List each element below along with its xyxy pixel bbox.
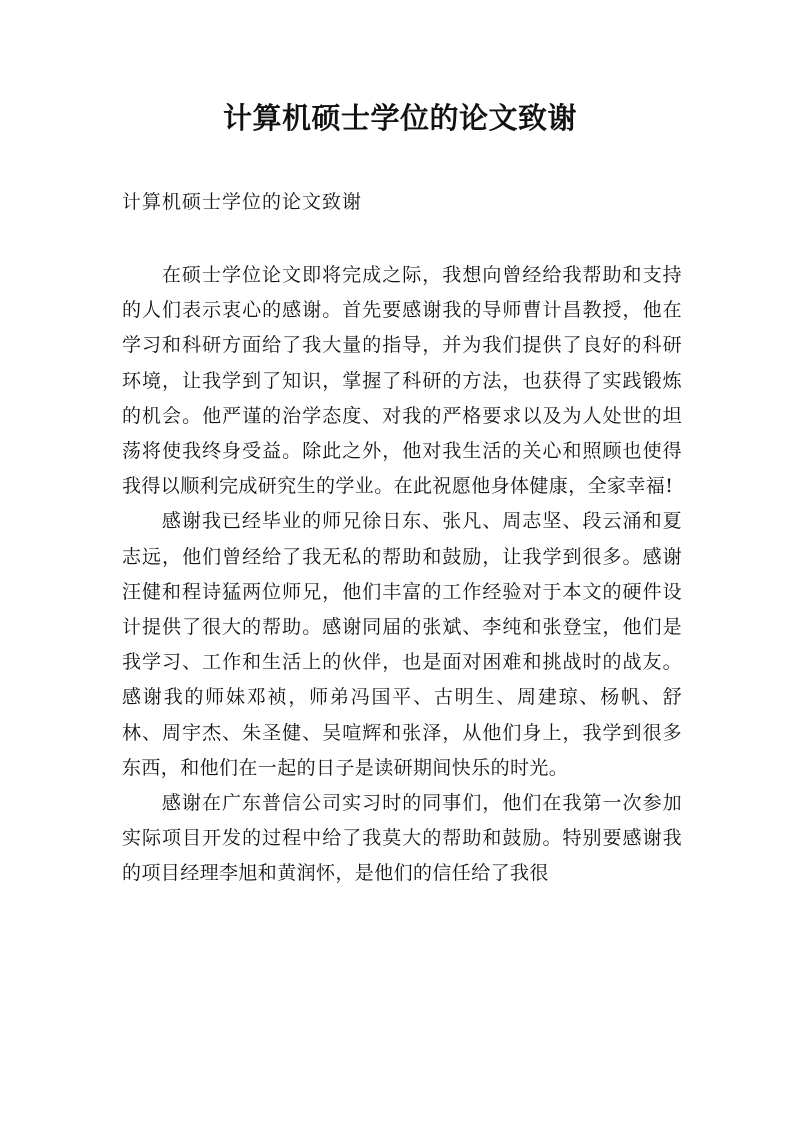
paragraph-internship-thanks: 感谢在广东普信公司实习时的同事们，他们在我第一次参加实际项目开发的过程中给了我莫大的帮助和鼓励。特别要感谢我的项目经理李旭和黄润怀，是他们的信任给了我很 [122,792,682,885]
document-subtitle: 计算机硕士学位的论文致谢 [122,191,363,213]
document-title: 计算机硕士学位的论文致谢 [222,101,577,135]
paragraph-classmates-thanks: 感谢我已经毕业的师兄徐日东、张凡、周志坚、段云涌和夏志远，他们曾经给了我无私的帮助和鼓励，让我学到很多。感谢汪健和程诗猛两位师兄，他们丰富的工作经验对于本文的硬件设计提供了很大的帮助。感谢同届的张斌、李纯和张登宝，他们是我学习、工作和生活上的伙伴，也是面对困难和挑战时的战友。感谢我的师妹邓祯，师弟冯国平、古明生、周建琼、杨帆、舒林、周宇杰、朱圣健、吴喧辉和张泽，从他们身上，我学到很多东西，和他们在一起的日子是读研期间快乐的时光。 [122,510,682,779]
document-body [122,258,682,892]
paragraph-advisor-thanks: 在硕士学位论文即将完成之际，我想向曾经给我帮助和支持的人们表示衷心的感谢。首先要感谢我的导师曹计昌教授，他在学习和科研方面给了我大量的指导，并为我们提供了良好的科研环境，让我学到了知识，掌握了科研的方法，也获得了实践锻炼的机会。他严谨的治学态度、对我的严格要求以及为人处世的坦荡将使我终身受益。除此之外，他对我生活的关心和照顾也使得我得以顺利完成研究生的学业。在此祝愿他身体健康，全家幸福! [122,264,682,498]
